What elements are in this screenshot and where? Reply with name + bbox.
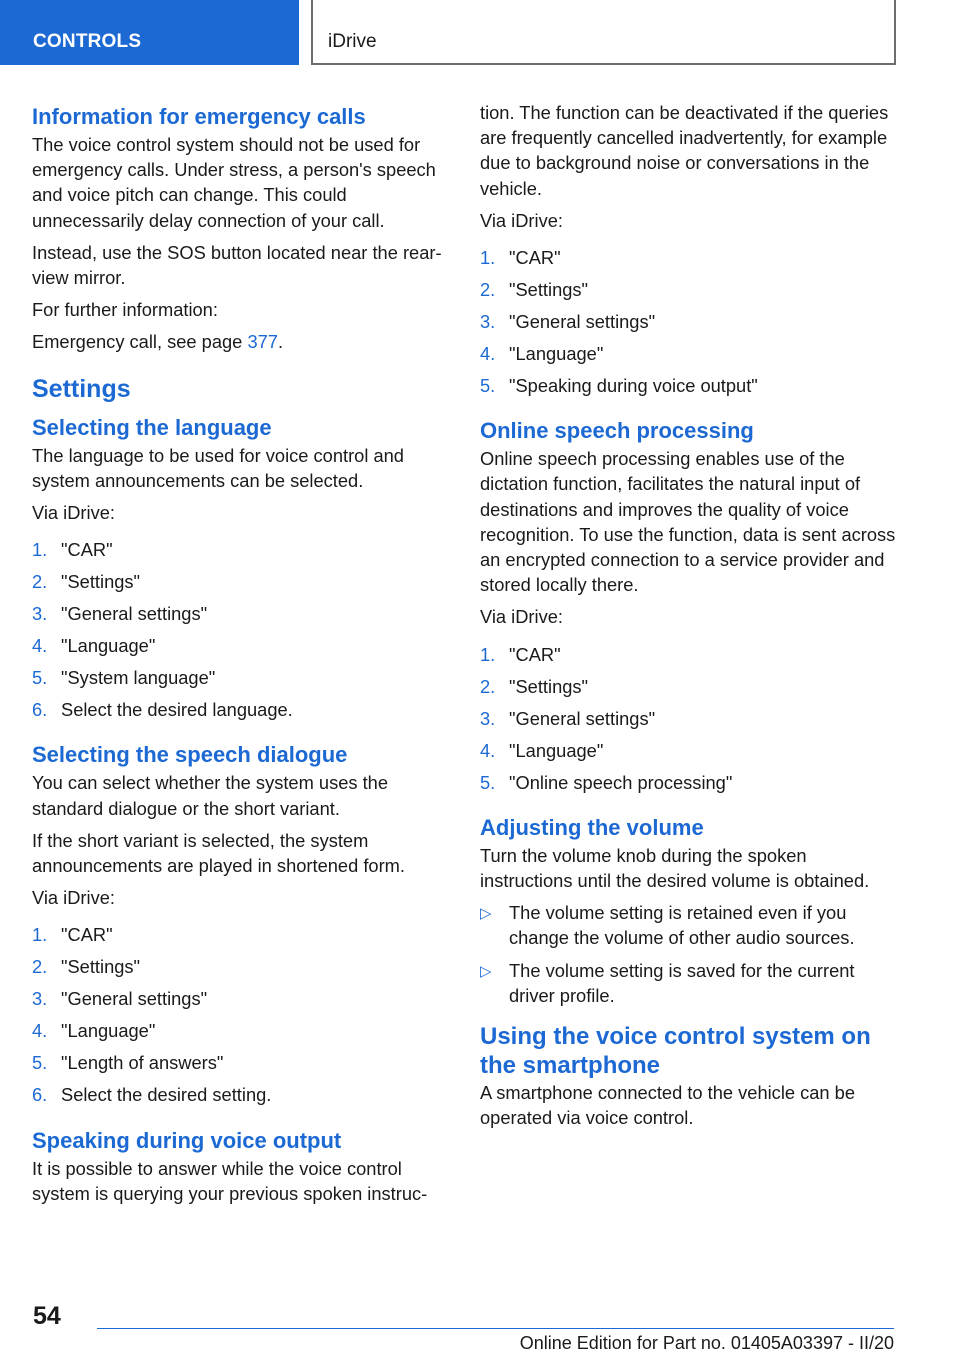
list-item: 6. Select the desired language. [32, 699, 293, 721]
page-link-377[interactable]: 377 [247, 331, 278, 353]
online-via: Via iDrive: [480, 606, 563, 628]
emergency-paragraph-2: Instead, use the SOS button located near the rear-view mirror. [32, 241, 442, 289]
list-item: 6. Select the desired setting. [32, 1084, 272, 1106]
speaking-steps [480, 245, 896, 398]
emergency-paragraph-4 [32, 329, 448, 354]
speaking-heading: Speaking during voice output [32, 1127, 342, 1153]
speaking-paragraph-cont: tion. The function can be deactivated if the queries are frequently cancelled inadvertently, for example due to background noise or conversations in the vehicle. [480, 102, 889, 199]
list-item: 5. "Speaking during voice output" [480, 375, 758, 397]
emergency-heading: Information for emergency calls [32, 104, 366, 129]
dialogue-paragraph-2: If the short variant is selected, the system announcements are played in shortened form. [32, 829, 405, 877]
list-item: 3. "General settings" [32, 988, 208, 1010]
speaking-via: Via iDrive: [480, 209, 563, 231]
dialogue-heading: Selecting the speech dialogue [32, 742, 348, 768]
list-item: 4. "Language" [480, 343, 604, 365]
left-column [32, 100, 448, 1213]
list-item: 5. "Length of answers" [32, 1052, 224, 1074]
list-item: ▷ The volume setting is retained even if you change the volume of other audio sources. [480, 900, 896, 950]
dialogue-steps [32, 922, 448, 1107]
chapter-title: iDrive [328, 31, 377, 52]
list-item: 1. "CAR" [32, 924, 113, 946]
volume-paragraph: Turn the volume knob during the spoken instructions until the desired volume is obtained. [480, 844, 870, 892]
section-tab [0, 0, 299, 65]
emergency-paragraph-1: The voice control system should not be used for emergency calls. Under stress, a person's speech and voice pitch can change. This could unnecessarily delay connection of your call. [32, 134, 436, 231]
language-paragraph: The language to be used for voice control and system announcements can be selected. [32, 444, 404, 491]
list-item: 1. "CAR" [480, 247, 561, 269]
list-item: 4. "Language" [32, 1020, 156, 1042]
settings-heading: Settings [32, 374, 131, 403]
smartphone-heading: Using the voice control system on the smartphone [480, 1023, 871, 1080]
online-paragraph: Online speech processing enables use of the dictation function, facilitates the natural input of destinations and improves the quality of voice recognition. To use the function, data is sent across an encrypted connection to a service provider and stored locally there. [480, 448, 896, 596]
list-item: 2. "Settings" [480, 675, 589, 697]
online-steps [480, 642, 896, 795]
volume-heading: Adjusting the volume [480, 814, 704, 840]
triangle-bullet-icon: ▷ [480, 905, 492, 923]
language-steps [32, 537, 448, 722]
list-item: 2. "Settings" [480, 279, 589, 301]
list-item: 5. "Online speech processing" [480, 771, 733, 793]
smartphone-paragraph: A smartphone connected to the vehicle can be operated via voice control. [480, 1082, 856, 1129]
list-item: 4. "Language" [480, 739, 604, 761]
list-item: 3. "General settings" [480, 707, 656, 729]
list-item: 2. "Settings" [32, 956, 141, 978]
edition-footer: Online Edition for Part no. 01405A03397 - II/20 [519, 1333, 894, 1353]
section-title: CONTROLS [33, 31, 142, 52]
speaking-paragraph: It is possible to answer while the voice control system is querying your previous spoken instruc- [32, 1157, 428, 1204]
footer-divider [97, 1328, 894, 1329]
emergency-paragraph-3: For further information: [32, 299, 218, 321]
right-column [480, 100, 896, 1137]
list-item: 1. "CAR" [32, 539, 113, 561]
language-via: Via iDrive: [32, 502, 115, 524]
language-heading: Selecting the language [32, 414, 272, 440]
list-item: 2. "Settings" [32, 571, 141, 593]
emergency-ref-text: Emergency call, see page [32, 331, 248, 353]
dialogue-via: Via iDrive: [32, 887, 115, 909]
list-item: 3. "General settings" [480, 311, 656, 333]
online-heading: Online speech processing [480, 418, 754, 444]
triangle-bullet-icon: ▷ [480, 962, 492, 980]
list-item: 3. "General settings" [32, 603, 208, 625]
dialogue-paragraph-1: You can select whether the system uses the standard dialogue or the short variant. [32, 772, 389, 819]
emergency-ref-suffix: . [277, 331, 284, 353]
page-number: 54 [33, 1302, 61, 1330]
list-item: 4. "Language" [32, 635, 156, 657]
volume-bullets [480, 900, 896, 1008]
chapter-header [311, 0, 896, 65]
list-item: 5. "System language" [32, 667, 216, 689]
list-item: ▷ The volume setting is saved for the current driver profile. [480, 958, 896, 1008]
list-item: 1. "CAR" [480, 643, 561, 665]
